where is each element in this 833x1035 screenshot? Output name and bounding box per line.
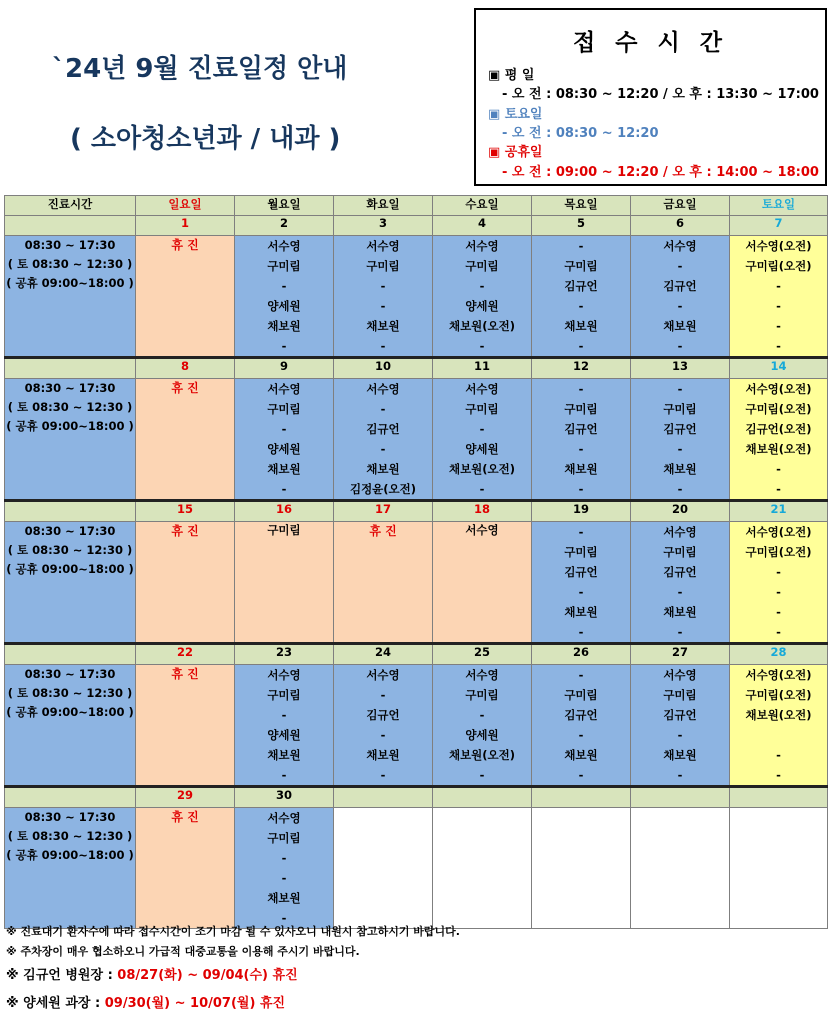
date-cell-wed: 25 [433,644,532,665]
doctor-name: - [776,299,781,313]
doctor-name: - [578,585,584,599]
date-cell-tue [334,787,433,808]
note-line: ※ 진료대기 환자수에 따라 접수시간이 조기 마감 될 수 있사오니 내원시 참고하시기 바랍니다. [6,925,460,938]
doctor-name: - [578,382,584,396]
leave-notice-doctor: ※ 양세원 과장 : [6,996,105,1011]
date-cell-thu: 12 [532,358,631,379]
doctor-name: - [479,422,485,436]
doctor-name: - [578,482,584,496]
holiday-hours: - 오 전 : 09:00 ~ 12:20 / 오 후 : 14:00 ~ 18:00 [502,165,819,180]
note-line: ※ 주차장이 매우 협소하오니 가급적 대중교통을 이용해 주시기 바랍니다. [6,945,360,958]
date-cell-fri: 20 [631,501,730,522]
doctor-name: - [380,402,386,416]
schedule-cell-fri [631,379,730,501]
schedule-cell-thu [532,522,631,644]
schedule-cell-wed [433,236,532,358]
doctor-name: - [380,299,386,313]
date-cell-thu: 26 [532,644,631,665]
hours-header: 진료시간 [5,196,136,216]
saturday-label: ▣ 토요일 [488,107,543,122]
date-cell-sun: 15 [136,501,235,522]
doctor-name: - [677,728,683,742]
doctor-name: 구미림 [564,259,598,273]
doctor-name: 구미림 [663,688,697,702]
doctor-name: 서수영(오전) [745,668,812,682]
date-cell-tue: 3 [334,216,433,236]
date-cell-mon: 23 [235,644,334,665]
doctor-name: - [281,482,287,496]
hours-line: ( 공휴 09:00~18:00 ) [6,419,134,433]
day-header-tue: 화요일 [334,196,433,216]
schedule-cell-thu [532,236,631,358]
schedule-cell-mon [235,379,334,501]
doctor-name: - [479,708,485,722]
schedule-cell-tue [334,236,433,358]
doctor-name: - [677,442,683,456]
doctor-name: - [677,482,683,496]
doctor-name: 김규언 [564,279,598,293]
doctor-name: - [380,442,386,456]
doctor-name: 구미림 [663,402,697,416]
doctor-name: 채보원 [267,891,301,905]
doctor-name: - [578,239,584,253]
leave-notice-period: 08/27(화) ~ 09/04(수) 휴진 [117,968,298,983]
doctor-name: - [380,688,386,702]
doctor-name: 김정윤(오전) [349,482,417,496]
hours-line: ( 공휴 09:00~18:00 ) [6,562,134,576]
closed-label: 휴 진 [171,667,199,681]
schedule-cell-sat [730,808,828,929]
doctor-name: - [578,442,584,456]
schedule-cell-wed [433,522,532,644]
date-cell-tue: 10 [334,358,433,379]
doctor-name: 채보원 [564,605,598,619]
doctor-name: - [281,871,287,885]
doctor-name: - [677,339,683,353]
hours-line: 08:30 ~ 17:30 [24,238,116,252]
doctor-name: - [677,768,683,782]
doctor-name: - [677,259,683,273]
doctor-name: 서수영(오전) [745,525,812,539]
date-cell-fri: 13 [631,358,730,379]
schedule-cell-fri [631,522,730,644]
doctor-name: - [578,768,584,782]
doctor-name: 김규언 [564,565,598,579]
doctor-name: 채보원 [564,748,598,762]
doctor-name: 양세원 [465,728,499,742]
doctor-name: 구미림(오전) [745,545,812,559]
hours-line: 08:30 ~ 17:30 [24,381,116,395]
date-cell-thu [532,787,631,808]
doctor-name: 채보원 [366,462,400,476]
hours-line: 08:30 ~ 17:30 [24,524,116,538]
date-cell-thu: 19 [532,501,631,522]
doctor-name: - [380,768,386,782]
doctor-name: 구미림 [564,402,598,416]
doctor-name: 서수영 [663,239,697,253]
day-header-sat: 토요일 [730,196,828,216]
doctor-name: - [776,462,781,476]
schedule-cell-mon [235,236,334,358]
doctor-name: 서수영 [465,382,499,396]
doctor-name: 구미림 [366,259,400,273]
doctor-name: - [776,605,781,619]
date-cell-thu: 5 [532,216,631,236]
doctor-name: 김규언 [663,422,697,436]
doctor-name: - [776,565,781,579]
doctor-name: - [380,279,386,293]
day-header-wed: 수요일 [433,196,532,216]
date-cell-sat: 28 [730,644,828,665]
schedule-cell-mon [235,808,334,929]
doctor-name: 김규언 [663,708,697,722]
doctor-name: - [380,728,386,742]
doctor-name: - [776,768,781,782]
schedule-cell-thu [532,665,631,787]
schedule-cell-tue [334,808,433,929]
doctor-name: 채보원 [663,748,697,762]
hours-cell [5,665,136,787]
doctor-name: 서수영 [465,668,499,682]
doctor-name [730,725,827,745]
doctor-name: - [776,279,781,293]
doctor-name: 구미림(오전) [745,402,812,416]
schedule-cell-sat [730,522,828,644]
doctor-name: - [479,279,485,293]
closed-label: 휴 진 [171,524,199,538]
doctor-name: 채보원(오전) [745,442,812,456]
week-spacer [5,358,136,379]
schedule-cell-mon [235,665,334,787]
date-cell-fri [631,787,730,808]
doctor-name: 구미림 [564,545,598,559]
date-cell-sun: 29 [136,787,235,808]
doctor-name: 채보원(오전) [448,462,516,476]
doctor-name: - [281,851,287,865]
date-cell-sat: 21 [730,501,828,522]
doctor-name: 구미림 [465,402,499,416]
date-cell-tue: 17 [334,501,433,522]
hours-line: ( 공휴 09:00~18:00 ) [6,276,134,290]
hours-cell [5,522,136,644]
doctor-name: 채보원 [663,462,697,476]
doctor-name: - [677,382,683,396]
schedule-cell-fri [631,236,730,358]
weekday-label: ▣ 평 일 [488,68,535,83]
doctor-name: 서수영 [267,239,301,253]
weekday-hours: - 오 전 : 08:30 ~ 12:20 / 오 후 : 13:30 ~ 17:00 [502,87,819,102]
doctor-name: - [677,625,683,639]
doctor-name: 서수영(오전) [745,382,812,396]
doctor-name: 구미림 [465,259,499,273]
schedule-cell-wed [433,808,532,929]
doctor-name: 양세원 [267,299,301,313]
schedule-table [4,195,828,929]
date-cell-mon: 16 [235,501,334,522]
doctor-name: - [578,728,584,742]
schedule-cell-tue [334,522,433,644]
date-cell-sat: 14 [730,358,828,379]
hours-line: ( 토 08:30 ~ 12:30 ) [7,257,133,271]
doctor-name: 구미림 [267,831,301,845]
saturday-hours: - 오 전 : 08:30 ~ 12:20 [502,126,659,141]
doctor-name: 서수영 [663,668,697,682]
date-cell-wed: 18 [433,501,532,522]
doctor-name: - [776,625,781,639]
hours-line: ( 토 08:30 ~ 12:30 ) [7,400,133,414]
day-header-mon: 월요일 [235,196,334,216]
date-cell-wed: 11 [433,358,532,379]
date-cell-sun: 22 [136,644,235,665]
date-cell-sat [730,787,828,808]
week-spacer [5,216,136,236]
schedule-cell-wed [433,379,532,501]
doctor-name: 채보원 [366,319,400,333]
hours-line: 08:30 ~ 17:30 [24,810,116,824]
doctor-name: 채보원(오전) [448,748,516,762]
doctor-name: 서수영(오전) [745,239,812,253]
closed-label: 휴 진 [171,238,199,252]
schedule-cell-thu [532,808,631,929]
doctor-name: 채보원 [267,319,301,333]
doctor-name: - [578,625,584,639]
schedule-cell-tue [334,379,433,501]
doctor-name: 채보원 [366,748,400,762]
doctor-name: - [281,708,287,722]
doctor-name: 채보원 [564,462,598,476]
hours-line: ( 토 08:30 ~ 12:30 ) [7,686,133,700]
doctor-name: 김규언 [663,279,697,293]
doctor-name: 양세원 [465,442,499,456]
week-spacer [5,787,136,808]
doctor-name: 채보원 [267,462,301,476]
doctor-name: 양세원 [267,442,301,456]
doctor-name: - [479,339,485,353]
day-header-thu: 목요일 [532,196,631,216]
doctor-name: 양세원 [267,728,301,742]
week-spacer [5,644,136,665]
doctor-name: 구미림 [267,523,301,537]
doctor-name: - [380,339,386,353]
doctor-name: - [578,525,584,539]
doctor-name: 채보원(오전) [448,319,516,333]
doctor-name: - [578,668,584,682]
reception-hours-box [474,8,827,186]
schedule-cell-sun [136,665,235,787]
doctor-name: 구미림 [267,402,301,416]
doctor-name: 김규언 [366,422,400,436]
date-cell-sat: 7 [730,216,828,236]
date-cell-tue: 24 [334,644,433,665]
page-title: `24년 9월 진료일정 안내 [52,54,348,84]
doctor-name: 채보원 [663,319,697,333]
hours-line: ( 공휴 09:00~18:00 ) [6,848,134,862]
doctor-name: 양세원 [465,299,499,313]
doctor-name: 채보원 [564,319,598,333]
notes [6,922,460,1018]
leave-notice [6,990,460,1018]
week-spacer [5,501,136,522]
doctor-name: 서수영 [663,525,697,539]
doctor-name: - [677,585,683,599]
date-cell-wed: 4 [433,216,532,236]
doctor-name: 서수영 [366,382,400,396]
closed-label: 휴 진 [369,524,397,538]
schedule-cell-fri [631,665,730,787]
doctor-name: 구미림 [663,545,697,559]
hours-cell [5,236,136,358]
leave-notice-doctor: ※ 김규언 병원장 : [6,968,118,983]
department-subtitle: ( 소아청소년과 / 내과 ) [70,124,341,154]
hours-line: ( 공휴 09:00~18:00 ) [6,705,134,719]
doctor-name: 서수영 [465,239,499,253]
doctor-name: - [281,422,287,436]
schedule-cell-sat [730,236,828,358]
doctor-name: 구미림 [267,259,301,273]
leave-notice-period: 09/30(월) ~ 10/07(월) 휴진 [104,996,286,1011]
doctor-name: - [677,299,683,313]
doctor-name: 구미림(오전) [745,259,812,273]
date-cell-fri: 27 [631,644,730,665]
doctor-name: 김규언(오전) [745,422,812,436]
date-cell-sun: 1 [136,216,235,236]
schedule-cell-fri [631,808,730,929]
doctor-name: 서수영 [366,668,400,682]
doctor-name: - [776,319,781,333]
doctor-name: 서수영 [465,523,499,537]
doctor-name: 서수영 [366,239,400,253]
hours-line: 08:30 ~ 17:30 [24,667,116,681]
schedule-cell-wed [433,665,532,787]
doctor-name: - [281,339,287,353]
reception-hours-title: 접 수 시 간 [573,30,728,56]
schedule-cell-thu [532,379,631,501]
doctor-name: 김규언 [663,565,697,579]
doctor-name: 구미림(오전) [745,688,812,702]
day-header-fri: 금요일 [631,196,730,216]
doctor-name: 서수영 [267,668,301,682]
doctor-name: - [578,339,584,353]
closed-label: 휴 진 [171,810,199,824]
schedule-cell-sun [136,808,235,929]
date-cell-fri: 6 [631,216,730,236]
doctor-name: - [281,911,287,925]
doctor-name: 서수영 [267,382,301,396]
doctor-name: - [578,299,584,313]
schedule-cell-sun [136,379,235,501]
hours-line: ( 토 08:30 ~ 12:30 ) [7,543,133,557]
doctor-name: 채보원 [267,748,301,762]
doctor-name: 채보원(오전) [745,708,812,722]
doctor-name: - [281,279,287,293]
doctor-name: 김규언 [366,708,400,722]
holiday-label: ▣ 공휴일 [488,145,543,160]
hours-cell [5,808,136,929]
hours-line: ( 토 08:30 ~ 12:30 ) [7,829,133,843]
schedule-cell-sat [730,379,828,501]
doctor-name: - [281,768,287,782]
doctor-name: - [776,482,781,496]
doctor-name: 채보원 [663,605,697,619]
doctor-name: 김규언 [564,422,598,436]
schedule-cell-sun [136,522,235,644]
doctor-name: - [479,768,485,782]
schedule-cell-sun [136,236,235,358]
doctor-name: 구미림 [267,688,301,702]
date-cell-mon: 9 [235,358,334,379]
schedule-cell-tue [334,665,433,787]
date-cell-mon: 2 [235,216,334,236]
schedule-cell-mon [235,522,334,644]
closed-label: 휴 진 [171,381,199,395]
doctor-name: - [776,748,781,762]
doctor-name: 서수영 [267,811,301,825]
doctor-name: - [776,339,781,353]
doctor-name: - [479,482,485,496]
day-header-sun: 일요일 [136,196,235,216]
doctor-name: 구미림 [564,688,598,702]
doctor-name: - [776,585,781,599]
leave-notice [6,962,460,990]
schedule-cell-sat [730,665,828,787]
hours-cell [5,379,136,501]
doctor-name: 김규언 [564,708,598,722]
date-cell-wed [433,787,532,808]
date-cell-mon: 30 [235,787,334,808]
date-cell-sun: 8 [136,358,235,379]
doctor-name: 구미림 [465,688,499,702]
